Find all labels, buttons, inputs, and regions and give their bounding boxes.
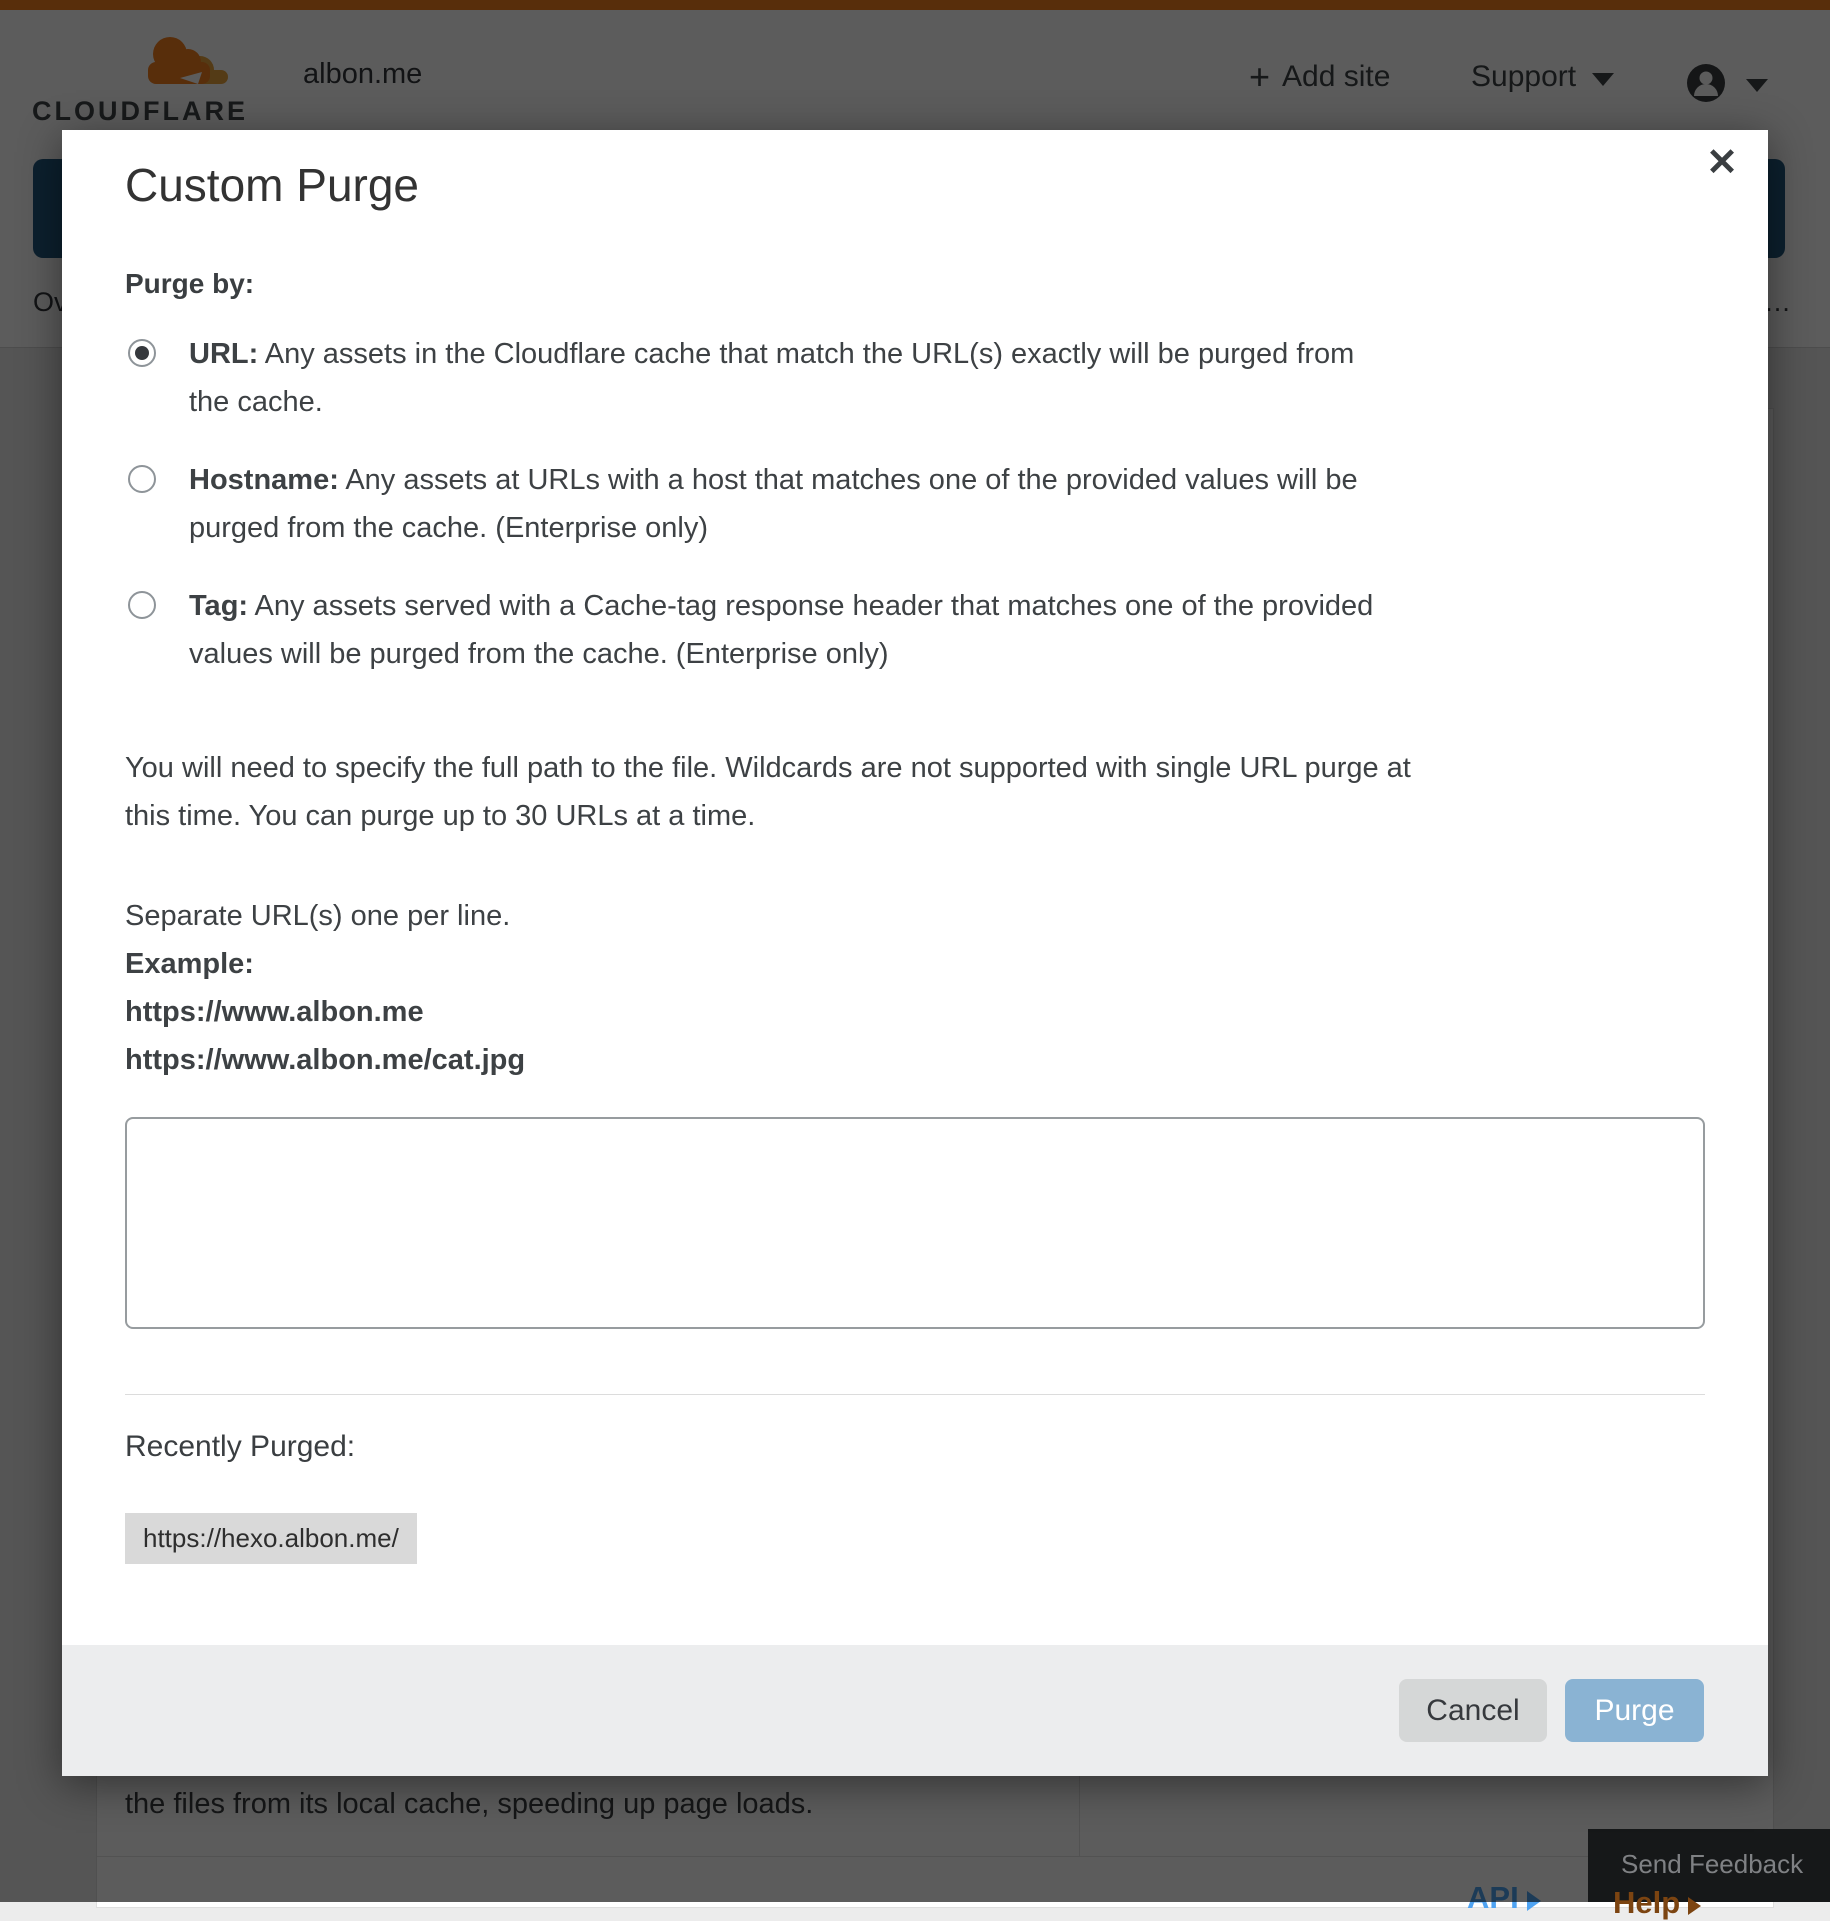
section-divider bbox=[125, 1394, 1705, 1395]
option-text-line: the cache. bbox=[189, 386, 323, 418]
cancel-button[interactable]: Cancel bbox=[1399, 1679, 1547, 1742]
example-block bbox=[125, 892, 525, 1084]
recently-purged-label: Recently Purged: bbox=[125, 1430, 356, 1463]
purge-option-url bbox=[128, 330, 1373, 426]
radio-url[interactable] bbox=[128, 339, 156, 367]
purge-option-tag-text bbox=[189, 582, 1373, 678]
purge-button[interactable]: Purge bbox=[1565, 1679, 1704, 1742]
option-bold-label: URL: bbox=[189, 338, 259, 370]
option-bold-label: Hostname: bbox=[189, 464, 339, 496]
example-url: https://www.albon.me/cat.jpg bbox=[125, 1044, 526, 1076]
purge-options bbox=[128, 330, 1373, 708]
option-bold-label: Tag: bbox=[189, 590, 249, 622]
separate-urls-label: Separate URL(s) one per line. bbox=[125, 900, 511, 932]
feedback-widget bbox=[1588, 1829, 1830, 1920]
dialog-title: Custom Purge bbox=[125, 159, 420, 211]
arrow-right-icon bbox=[1688, 1897, 1701, 1915]
purge-by-label: Purge by: bbox=[125, 268, 255, 299]
dialog-footer bbox=[62, 1645, 1768, 1776]
radio-tag[interactable] bbox=[128, 591, 156, 619]
option-text-line: values will be purged from the cache. (Enterprise only) bbox=[189, 638, 889, 670]
purge-option-url-text bbox=[189, 330, 1354, 426]
help-link[interactable] bbox=[1613, 1885, 1701, 1921]
example-url: https://www.albon.me bbox=[125, 996, 424, 1028]
purge-option-hostname bbox=[128, 456, 1373, 552]
option-text-line: purged from the cache. (Enterprise only) bbox=[189, 512, 709, 544]
example-label: Example: bbox=[125, 948, 254, 980]
purge-note bbox=[125, 744, 1411, 840]
purge-urls-textarea[interactable] bbox=[125, 1117, 1705, 1329]
purge-option-tag bbox=[128, 582, 1373, 678]
option-text-line: Any assets in the Cloudflare cache that match the URL(s) exactly will be purged from bbox=[264, 338, 1355, 370]
option-text-line: Any assets served with a Cache-tag response header that matches one of the provided bbox=[254, 590, 1374, 622]
purge-option-hostname-text bbox=[189, 456, 1358, 552]
close-icon[interactable]: ✕ bbox=[1706, 142, 1738, 184]
custom-purge-dialog bbox=[62, 130, 1768, 1776]
note-line: You will need to specify the full path to the file. Wildcards are not supported with single URL purge at bbox=[125, 752, 1411, 784]
help-label: Help bbox=[1613, 1885, 1681, 1920]
radio-hostname[interactable] bbox=[128, 465, 156, 493]
note-line: this time. You can purge up to 30 URLs at a time. bbox=[125, 800, 756, 832]
recently-purged-item: https://hexo.albon.me/ bbox=[125, 1513, 417, 1564]
option-text-line: Any assets at URLs with a host that matches one of the provided values will be bbox=[345, 464, 1358, 496]
send-feedback-button[interactable]: Send Feedback bbox=[1621, 1849, 1804, 1879]
